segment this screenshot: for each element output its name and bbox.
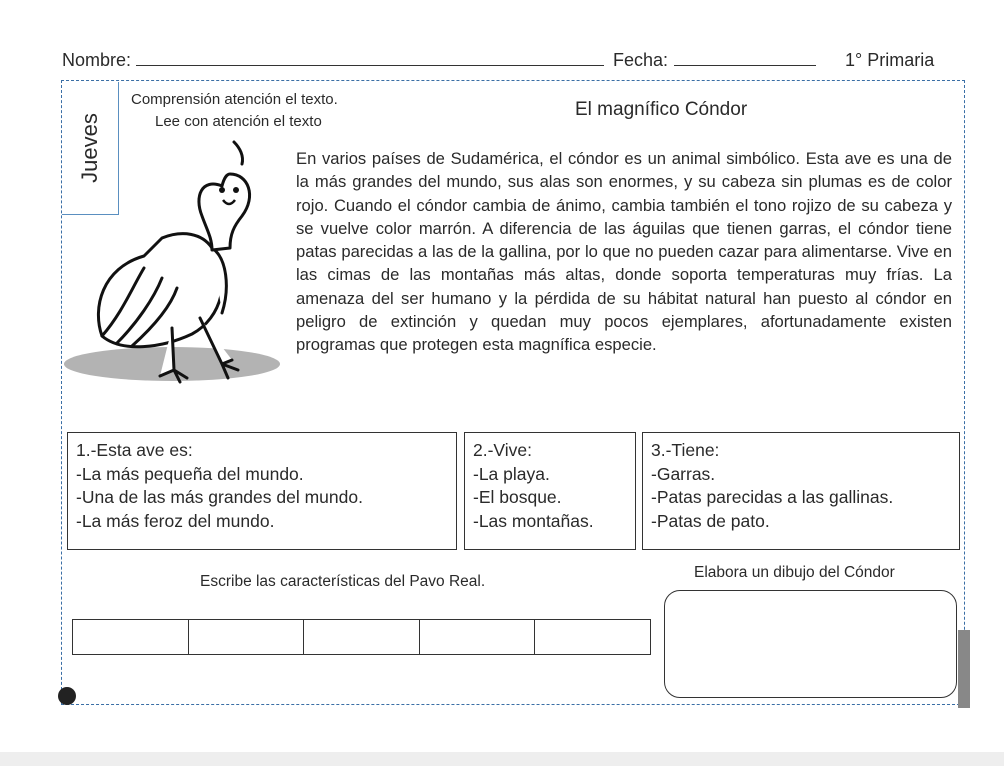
reading-title: El magnífico Cóndor [575, 99, 748, 120]
question-2-box [464, 432, 636, 550]
instruction-line-1: Comprensión atención el texto. [131, 91, 338, 108]
write-activity-title: Escribe las características del Pavo Real. [200, 573, 486, 590]
characteristics-grid [72, 619, 651, 655]
name-blank-line [136, 50, 604, 71]
question-1-option-3[interactable]: -La más feroz del mundo. [76, 510, 275, 531]
question-1-option-1[interactable]: -La más pequeña del mundo. [76, 463, 304, 484]
instruction-line-2: Lee con atención el texto [155, 113, 322, 130]
draw-activity-title: Elabora un dibujo del Cóndor [694, 564, 895, 581]
condor-icon [62, 138, 290, 390]
publisher-logo-icon [58, 687, 76, 705]
question-2-option-1[interactable]: -La playa. [473, 463, 550, 484]
question-2-title: 2.-Vive: [473, 440, 533, 460]
grade-label: 1° Primaria [845, 50, 935, 70]
question-1-box [67, 432, 457, 550]
reading-passage: En varios países de Sudamérica, el cóndor es un animal simbólico. Esta ave es una de la más grandes del mundo, sus alas son enormes, y su cabeza sin plumas es de color rojo. Cuando el cóndor cambia de ánimo, cambia también el tono rojizo de su cabeza y se vuelve color marrón. A diferencia de las águilas que tienen garras, el cóndor tiene patas parecidas a las de la gallina, por lo que no pueden cazar para alimentarse. Vive en las cimas de las montañas más altas, donde soporta temperaturas muy frías. La amenaza del ser humano y la pérdida de su hábitat natural han puesto al cóndor en peligro de extinción y quedan muy pocos ejemplares, afortunadamente existen programas que protegen esta magnífica especie. [296, 149, 952, 355]
question-3-option-3[interactable]: -Patas de pato. [651, 510, 770, 531]
date-label: Fecha: [613, 50, 669, 70]
question-2-option-2[interactable]: -El bosque. [473, 487, 562, 507]
question-3-option-2[interactable]: -Patas parecidas a las gallinas. [651, 487, 894, 507]
question-2-option-3[interactable]: -Las montañas. [473, 510, 594, 531]
question-3-box [642, 432, 960, 550]
question-1-title: 1.-Esta ave es: [76, 440, 193, 460]
date-blank-line [674, 50, 816, 71]
characteristic-cell[interactable] [420, 620, 536, 654]
question-3-title: 3.-Tiene: [651, 440, 720, 460]
characteristic-cell[interactable] [535, 620, 650, 654]
characteristic-cell[interactable] [73, 620, 189, 654]
characteristic-cell[interactable] [304, 620, 420, 654]
name-label: Nombre: [62, 50, 132, 70]
question-3-option-1[interactable]: -Garras. [651, 463, 716, 484]
side-stripe [958, 630, 970, 708]
drawing-area[interactable] [664, 590, 957, 698]
characteristic-cell[interactable] [189, 620, 305, 654]
question-1-option-2[interactable]: -Una de las más grandes del mundo. [76, 487, 363, 507]
header [62, 50, 952, 76]
day-label: Jueves [77, 113, 102, 183]
